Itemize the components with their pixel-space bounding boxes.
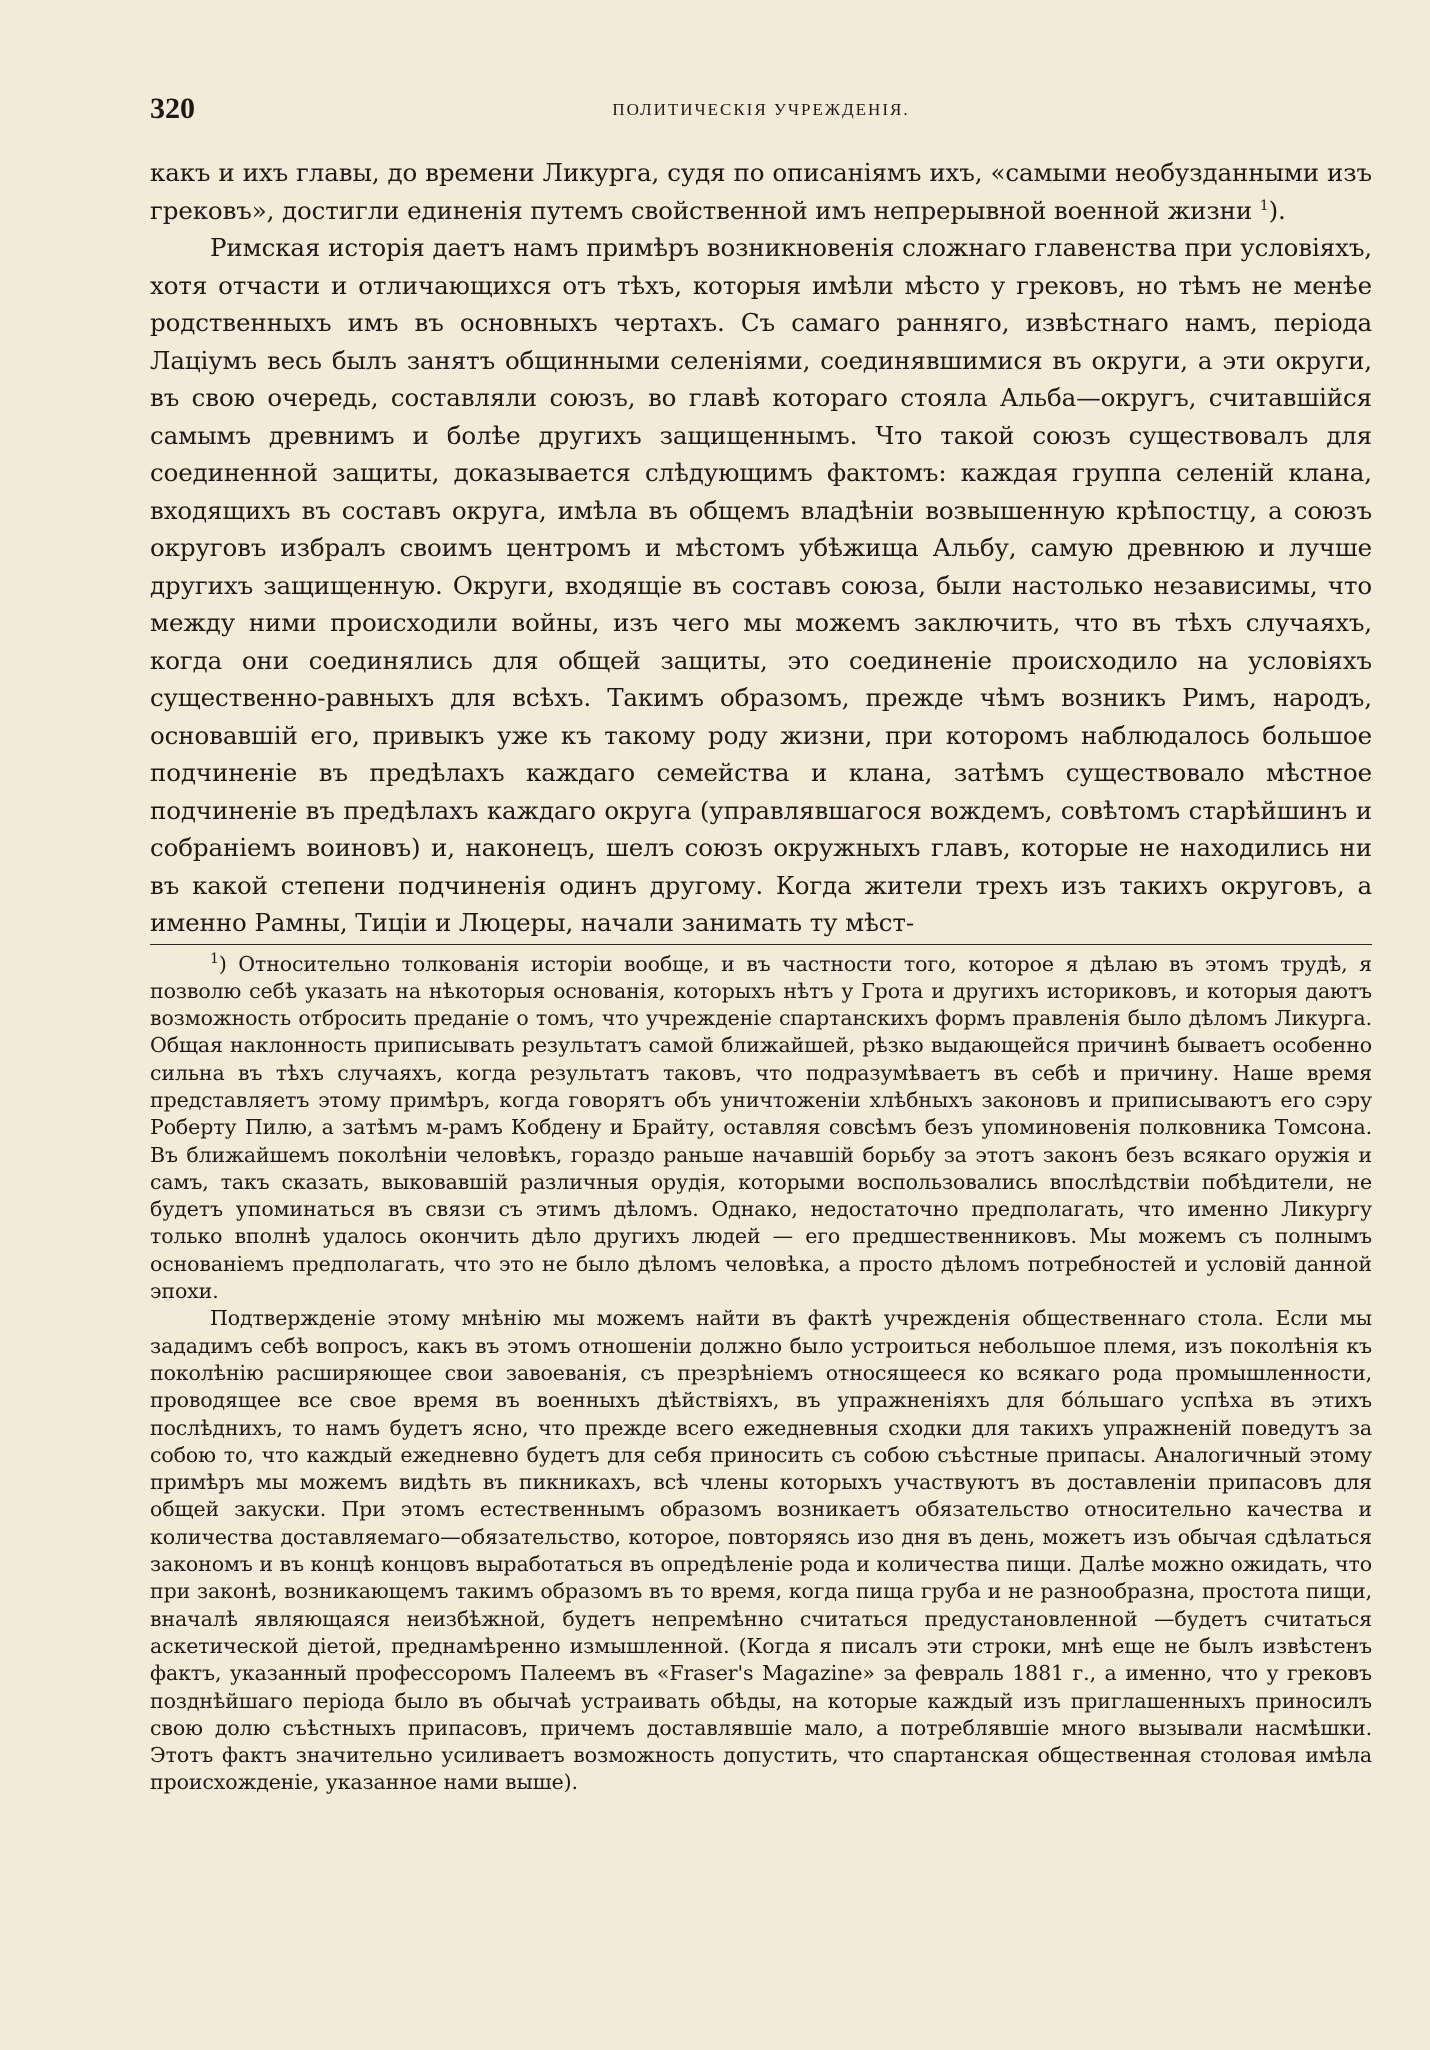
- footnotes: [150, 951, 1372, 1797]
- footnote-divider: [150, 944, 1372, 945]
- paragraph-2: Римская исторiя даетъ намъ примѣръ возникновенiя сложнаго главенства при условiяхъ, хотя отчасти и отличающихся отъ тѣхъ, которыя имѣли мѣсто у грековъ, но тѣмъ не менѣе родственныхъ имъ въ основныхъ чертахъ. Съ самаго ранняго, извѣстнаго намъ, перiода Лацiумъ весь былъ занятъ общинными селенiями, соединявшимися въ округи, а эти округи, въ свою очередь, составляли союзъ, во главѣ котораго стояла Альба—округъ, считавшiйся самымъ древнимъ и болѣе другихъ защищеннымъ. Что такой союзъ существовалъ для соединенной защиты, доказывается слѣдующимъ фактомъ: каждая группа селенiй клана, входящихъ въ составъ округа, имѣла въ общемъ владѣнiи возвышенную крѣпостцу, а союзъ округовъ избралъ своимъ центромъ и мѣстомъ убѣжища Альбу, самую древнюю и лучше другихъ защищенную. Округи, входящiе въ составъ союза, были настолько независимы, что между ними происходили войны, изъ чего мы можемъ заключить, что въ тѣхъ случаяхъ, когда они соединялись для общей защиты, это соединенiе происходило на условiяхъ существенно-равныхъ для всѣхъ. Такимъ образомъ, прежде чѣмъ возникъ Римъ, народъ, основавшiй его, привыкъ уже къ такому роду жизни, при которомъ наблюдалось большое подчиненiе въ предѣлахъ каждаго семейства и клана, затѣмъ существовало мѣстное подчиненiе въ предѣлахъ каждаго округа (управлявшагося вождемъ, совѣтомъ старѣйшинъ и собранiемъ воиновъ) и, наконецъ, шелъ союзъ окружныхъ главъ, которые не находились ни въ какой степени подчиненiя одинъ другому. Когда жители трехъ изъ такихъ округовъ, а именно Рамны, Тицiи и Люцеры, начали занимать ту мѣст-: [150, 233, 1372, 937]
- main-text: [150, 154, 1372, 942]
- paragraph-1-text: какъ и ихъ главы, до времени Ликурга, судя по описанiямъ ихъ, «самыми необузданными изъ грековъ», достигли единенiя путемъ свойственной имъ непрерывной военной жизни: [150, 158, 1372, 225]
- running-head: [150, 92, 1372, 132]
- footnote-1-text: ) Относительно толкованiя исторiи вообще, и въ частности того, которое я дѣлаю въ этомъ трудѣ, я позволю себѣ указать на нѣкоторыя основанiя, которыхъ нѣтъ у Грота и другихъ историковъ, и которыя даютъ возможность отбросить преданiе о томъ, что учрежденiе спартанскихъ формъ правленiя было дѣломъ Ликурга. Общая наклонность приписывать результатъ самой ближайшей, рѣзко выдающейся причинѣ бываетъ особенно сильна въ тѣхъ случаяхъ, когда результатъ таковъ, что подразумѣваетъ въ себѣ и причину. Наше время представляетъ этому примѣръ, когда говорятъ объ уничтоженiи хлѣбныхъ законовъ и приписываютъ его сэру Роберту Пилю, а затѣмъ м-рамъ Кобдену и Брайту, оставляя совсѣмъ безъ упоминовенiя полковника Томсона. Въ ближайшемъ поколѣнiи человѣкъ, гораздо раньше начавшiй борьбу за этотъ законъ безъ всякаго оружiя и самъ, такъ сказать, выковавшiй различныя орудiя, которыми воспользовались впослѣдствiи побѣдители, не будетъ упоминаться въ связи съ этимъ дѣломъ. Однако, недостаточно предполагать, что именно Ликургу только вполнѣ удалось окончить дѣло другихъ людей — его предшественниковъ. Мы можемъ съ полнымъ основанiемъ предполагать, что это не было дѣломъ человѣка, а просто дѣломъ потребностей и условiй данной эпохи.: [150, 951, 1372, 1304]
- footnote-1-continuation: Подтвержденiе этому мнѣнiю мы можемъ найти въ фактѣ учрежденiя общественнаго стола. Если мы зададимъ себѣ вопросъ, какъ въ этомъ отношенiи должно было устроиться небольшое племя, изъ поколѣнiя къ поколѣнiю расширяющее свои завоеванiя, съ презрѣнiемъ относящееся ко всякаго рода промышленности, проводящее все свое время въ военныхъ дѣйствiяхъ, въ упражненiяхъ для бо́льшаго успѣха въ этихъ послѣднихъ, то намъ будетъ ясно, что прежде всего ежедневныя сходки для такихъ упражненiй поведутъ за собою то, что каждый ежедневно будетъ для себя приносить съ собою съѣстные припасы. Аналогичный этому примѣръ мы можемъ видѣть въ пикникахъ, всѣ члены которыхъ участвуютъ въ доставленiи припасовъ для общей закуски. При этомъ естественнымъ образомъ возникаетъ обязательство относительно качества и количества доставляемаго—обязательство, которое, повторяясь изо дня въ день, можетъ изъ обычая сдѣлаться закономъ и въ концѣ концовъ выработаться въ опредѣленiе рода и количества пищи. Далѣе можно ожидать, что при законѣ, возникающемъ такимъ образомъ въ то время, когда пища груба и не разнообразна, простота пищи, вначалѣ являющаяся неизбѣжной, будетъ непремѣнно считаться предустановленной —будетъ считаться аскетической дiетой, преднамѣренно измышленной. (Когда я писалъ эти строки, мнѣ еще не былъ извѣстенъ фактъ, указанный профессоромъ Палеемъ въ «Fraser's Magazine» за февраль 1881 г., а именно, что у грековъ позднѣйшаго перiода было въ обычаѣ устраивать обѣды, на которые каждый изъ приглашенныхъ приносилъ свою долю съѣстныхъ припасовъ, причемъ доставлявшiе мало, а потреблявшiе много вызывали насмѣшки. Этотъ фактъ значительно усиливаетъ возможность допустить, что спартанская общественная столовая имѣла происхожденiе, указанное нами выше).: [150, 1306, 1372, 1795]
- page-number: 320: [150, 92, 195, 125]
- paragraph-1: [150, 154, 1372, 229]
- running-title: ПОЛИТИЧЕСКIЯ УЧРЕЖДЕНIЯ.: [612, 100, 910, 119]
- footnote-reference: 1: [1259, 197, 1269, 214]
- paragraph-1-end: ).: [1268, 195, 1286, 225]
- footnote-1: [150, 951, 1372, 1306]
- footnote-mark: 1: [210, 950, 219, 967]
